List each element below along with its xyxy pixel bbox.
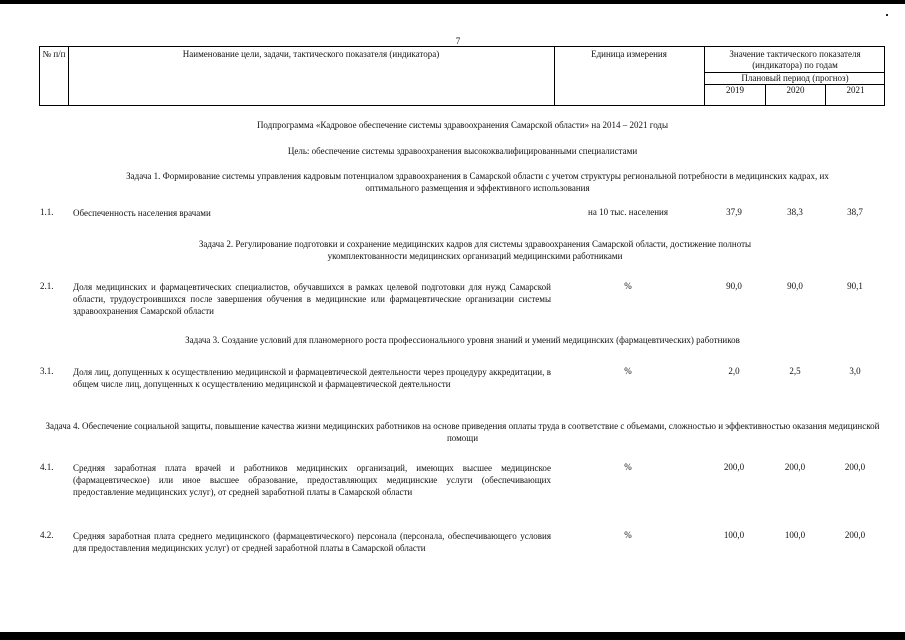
scan-bottom-border bbox=[0, 632, 905, 640]
task-1-heading: Задача 1. Формирование системы управления кадровым потенциалом здравоохранения в Самарской области с учетом структуры региональной потребности в медицинских кадрах, их оптимального размещения и эффективного использования bbox=[126, 171, 829, 193]
row-value-2019: 200,0 bbox=[723, 462, 745, 472]
header-divider bbox=[554, 47, 555, 105]
subprogram-title: Подпрограмма «Кадровое обеспечение системы здравоохранения Самарской области» на 2014 – 2021 годы bbox=[256, 120, 669, 130]
header-col-period: Плановый период (прогноз) bbox=[741, 73, 849, 83]
header-col-number: № п/п bbox=[42, 49, 66, 59]
scan-top-border bbox=[0, 0, 905, 4]
row-value-2021: 3,0 bbox=[849, 366, 861, 376]
row-value-2021: 90,1 bbox=[847, 281, 863, 291]
row-value-2020: 90,0 bbox=[787, 281, 803, 291]
page-number: 7 bbox=[455, 36, 461, 46]
row-value-2019: 37,9 bbox=[726, 207, 742, 217]
header-year: 2020 bbox=[786, 85, 805, 95]
header-divider bbox=[68, 47, 69, 105]
row-number: 1.1. bbox=[40, 207, 54, 217]
row-value-2020: 38,3 bbox=[787, 207, 803, 217]
header-table bbox=[39, 46, 885, 106]
row-value-2021: 38,7 bbox=[847, 207, 863, 217]
header-col-name: Наименование цели, задачи, тактического показателя (индикатора) bbox=[182, 49, 440, 59]
header-year: 2019 bbox=[726, 85, 744, 95]
row-unit: % bbox=[624, 366, 632, 376]
row-value-2019: 2,0 bbox=[728, 366, 740, 376]
row-value-2020: 100,0 bbox=[784, 530, 806, 540]
row-description: Средняя заработная плата среднего медицинского (фармацевтического) персонала (персонала, обеспечивающего условия для предоставления медицинских услуг) от средней заработной платы в Самарской области bbox=[73, 531, 551, 553]
row-unit: % bbox=[624, 530, 632, 540]
row-value-2020: 200,0 bbox=[784, 462, 806, 472]
row-value-2019: 100,0 bbox=[723, 530, 745, 540]
row-number: 3.1. bbox=[40, 366, 54, 376]
row-number: 4.2. bbox=[40, 530, 54, 540]
goal-heading: Цель: обеспечение системы здравоохранения высококвалифицированными специалистами bbox=[287, 146, 638, 156]
row-description: Доля медицинских и фармацевтических специалистов, обучавшихся в рамках целевой подготовки для нужд Самарской области, трудоустроившихся после завершения обучения в медицинские или фармацевтические организации системы здравоохранения Самарской области bbox=[73, 282, 551, 316]
header-divider bbox=[704, 47, 705, 105]
row-value-2021: 200,0 bbox=[844, 462, 866, 472]
header-col-unit: Единица измерения bbox=[591, 49, 667, 59]
row-description: Доля лиц, допущенных к осуществлению медицинской и фармацевтической деятельности через процедуру аккредитации, в общем числе лиц, допущенных к осуществлению медицинской и фармацевтической деятельности bbox=[73, 367, 551, 389]
task-4-heading: Задача 4. Обеспечение социальной защиты, повышение качества жизни медицинских работников на основе приведения оплаты труда в соответствие с объемами, сложностью и эффективностью оказания медицинской помощи bbox=[45, 421, 880, 443]
row-value-2020: 2,5 bbox=[789, 366, 801, 376]
header-year: 2021 bbox=[846, 85, 865, 95]
task-2-heading: Задача 2. Регулирование подготовки и сохранение медицинских кадров для системы здравоохранения Самарской области, достижение полноты укомплектованности медицинских организаций медицинскими работниками bbox=[198, 239, 752, 261]
row-description: Средняя заработная плата врачей и работников медицинских организаций, имеющих высшее медицинское (фармацевтическое) или иное высшее образование, предоставляющих медицинские услуги (обеспечивающих предоставление медицинских услуг), от средней заработной платы в Самарской области bbox=[73, 463, 551, 497]
row-number: 4.1. bbox=[40, 462, 54, 472]
row-number: 2.1. bbox=[40, 281, 54, 291]
row-unit: % bbox=[624, 281, 632, 291]
row-value-2019: 90,0 bbox=[726, 281, 742, 291]
task-3-heading: Задача 3. Создание условий для планомерного роста профессионального уровня знаний и умений медицинских (фармацевтических) работников bbox=[185, 335, 740, 345]
header-col-value: Значение тактического показателя (индикатора) по годам bbox=[729, 49, 861, 70]
row-unit: % bbox=[624, 462, 632, 472]
row-description: Обеспеченность населения врачами bbox=[73, 208, 211, 218]
scan-speck bbox=[886, 14, 888, 16]
row-value-2021: 200,0 bbox=[844, 530, 866, 540]
row-unit: на 10 тыс. населения bbox=[588, 207, 668, 217]
